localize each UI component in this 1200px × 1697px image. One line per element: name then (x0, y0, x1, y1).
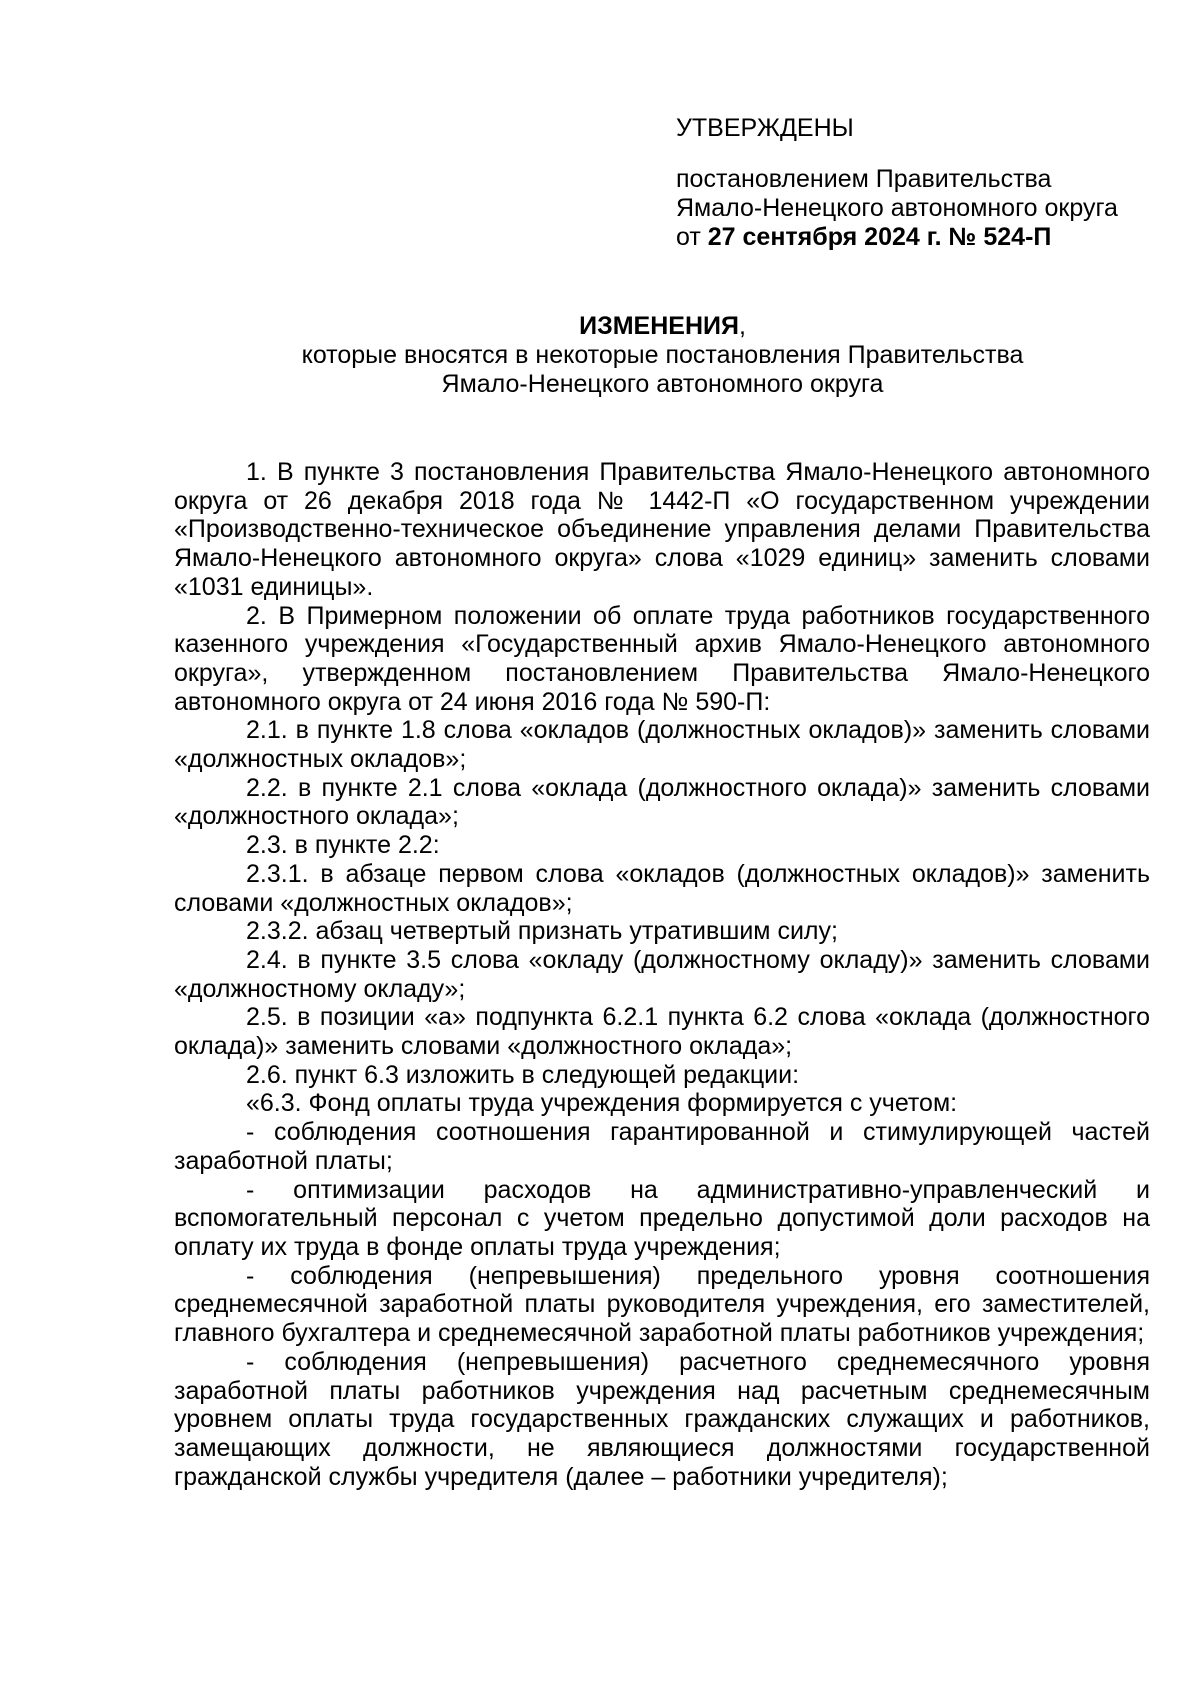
approval-date-prefix: от (676, 223, 701, 251)
list-item-1: - соблюдения соотношения гарантированной и стимулирующей частей заработной платы; (174, 1118, 1150, 1175)
paragraph-6-3: «6.3. Фонд оплаты труда учреждения формируется с учетом: (246, 1089, 958, 1118)
document-body (174, 458, 1150, 1491)
approval-block (676, 114, 1156, 252)
paragraph-2-5: 2.5. в позиции «а» подпункта 6.2.1 пункта 6.2 слова «оклада (должностного оклада)» заменить словами «должностного оклада»; (174, 1003, 1150, 1061)
list-item-4: - соблюдения (непревышения) расчетного среднемесячного уровня заработной платы работников учреждения над расчетным среднемесячным уровнем оплаты труда государственных гражданских служащих и работников, замещающих должности, не являющиеся должностями государственной гражданской службы учредителя (далее – работники учредителя); (174, 1347, 1150, 1491)
document-title-main: ИЗМЕНЕНИЯ (579, 312, 739, 340)
approval-date-number: 27 сентября 2024 г. № 524-П (707, 223, 1052, 251)
paragraph-2: 2. В Примерном положении об оплате труда работников государственного казенного учреждения «Государственный архив Ямало-Ненецкого автономного округа», утвержденном постановлением Правительства Ямало-Ненецкого автономного округа от 24 июня 2016 года № 590-П: (174, 601, 1150, 716)
paragraph-2-2: 2.2. в пункте 2.1 слова «оклада (должностного оклада)» заменить словами «должностного оклада»; (174, 773, 1150, 831)
approval-line-1: постановлением Правительства (676, 165, 1052, 193)
paragraph-2-3-1: 2.3.1. в абзаце первом слова «окладов (должностных окладов)» заменить словами «должностных окладов»; (174, 859, 1150, 917)
paragraph-1: 1. В пункте 3 постановления Правительства Ямало-Ненецкого автономного округа от 26 декабря 2018 года № 1442-П «О государственном учреждении «Производственно-техническое объединение управления делами Правительства Ямало-Ненецкого автономного округа» слова «1029 единиц» заменить словами «1031 единицы». (174, 458, 1150, 601)
document-title-comma: , (738, 312, 746, 340)
list-item-2: - оптимизации расходов на административно-управленческий и вспомогательный персонал с учетом предельно допустимой доли расходов на оплату их труда в фонде оплаты труда учреждения; (174, 1175, 1150, 1261)
paragraph-2-3: 2.3. в пункте 2.2: (246, 831, 440, 860)
approval-line-2: Ямало-Ненецкого автономного округа (676, 194, 1118, 222)
paragraph-2-1: 2.1. в пункте 1.8 слова «окладов (должностных окладов)» заменить словами «должностных окладов»; (174, 716, 1150, 774)
list-item-3: - соблюдения (непревышения) предельного уровня соотношения среднемесячной заработной платы руководителя учреждения, его заместителей, главного бухгалтера и среднемесячной заработной платы работников учреждения; (174, 1261, 1150, 1348)
document-title (176, 312, 1149, 341)
document-title-block (176, 312, 1149, 399)
document-subtitle-line-2: Ямало-Ненецкого автономного округа (441, 370, 884, 398)
paragraph-2-6: 2.6. пункт 6.3 изложить в следующей редакции: (246, 1060, 800, 1089)
approval-date-line (676, 223, 1156, 252)
document-subtitle-line-1: которые вносятся в некоторые постановления Правительства (301, 341, 1024, 369)
approval-heading: УТВЕРЖДЕНЫ (676, 114, 854, 142)
paragraph-2-4: 2.4. в пункте 3.5 слова «окладу (должностному окладу)» заменить словами «должностному окладу»; (174, 945, 1150, 1003)
paragraph-2-3-2: 2.3.2. абзац четвертый признать утратившим силу; (246, 917, 838, 946)
